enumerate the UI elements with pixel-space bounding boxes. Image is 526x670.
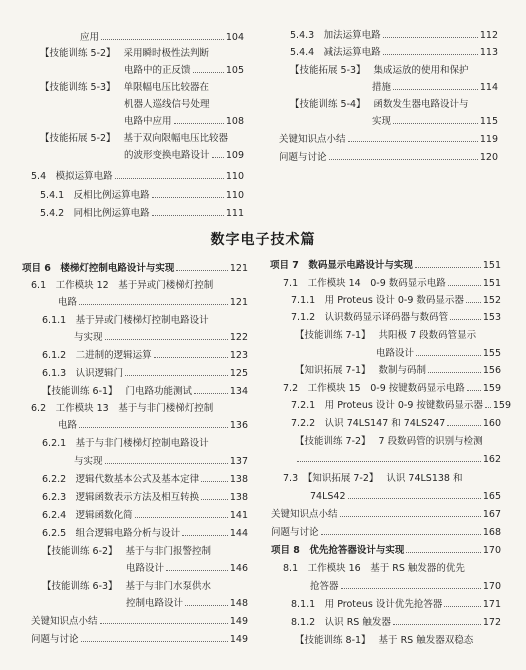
toc-entry: 6.2.1 基于与非门楼梯灯控制电路设计 xyxy=(42,438,209,449)
toc-entry: 7.2.2 认识 74LS147 和 74LS247 160 xyxy=(291,418,501,429)
toc-entry: 7.3 【知识拓展 7-2】 认识 74LS138 和 xyxy=(283,473,463,484)
toc-entry: 6.2.2 逻辑代数基本公式及基本定律 138 xyxy=(42,474,248,485)
toc-entry: 162 xyxy=(295,453,501,466)
toc-entry: 关键知识点小结 167 xyxy=(271,509,501,520)
toc-entry: 电路 121 xyxy=(58,297,248,308)
toc-entry: 问题与讨论 168 xyxy=(271,527,501,538)
toc-entry: 6.1.1 基于异或门楼梯灯控制电路设计 xyxy=(42,315,209,326)
toc-entry: 7.1.2 认识数码显示译码器与数码管 153 xyxy=(291,312,501,323)
toc-entry: 问题与讨论 120 xyxy=(279,152,498,163)
toc-entry: 6.1.2 二进制的逻辑运算 123 xyxy=(42,350,248,361)
toc-entry: 6.1.3 认识逻辑门 125 xyxy=(42,368,248,379)
toc-entry: 7.1 工作模块 14 0-9 数码显示电路 151 xyxy=(283,278,501,289)
toc-entry: 5.4 模拟运算电路 110 xyxy=(31,171,244,182)
toc-entry: 【技能拓展 5-2】 基于双向限幅电压比较器 xyxy=(40,133,229,144)
toc-entry: 【技能训练 5-2】 采用瞬时极性法判断 xyxy=(40,48,210,59)
toc-entry: 【技能训练 5-4】 函数发生器电路设计与 xyxy=(290,99,469,110)
toc-entry: 【技能训练 5-3】 单限幅电压比较器在 xyxy=(40,82,210,93)
toc-entry: 7.1.1 用 Proteus 设计 0-9 数码显示器 152 xyxy=(291,295,501,306)
toc-entry: 控制电路设计 148 xyxy=(126,598,248,609)
toc-entry: 关键知识点小结 119 xyxy=(279,134,498,145)
toc-entry: 7.2.1 用 Proteus 设计 0-9 按键数码显示器 159 xyxy=(291,400,512,411)
toc-entry: 与实现 137 xyxy=(74,456,248,467)
toc-entry: 电路设计 155 xyxy=(376,348,501,359)
toc-entry: 【技能训练 7-2】 7 段数码管的识别与检测 xyxy=(295,436,483,447)
toc-entry: 5.4.2 同相比例运算电路 111 xyxy=(40,208,244,219)
toc-entry: 【技能训练 6-2】 基于与非门报警控制 xyxy=(42,546,212,557)
toc-entry: 抢答器 170 xyxy=(310,581,501,592)
toc-entry: 6.2.3 逻辑函数表示方法及相互转换 138 xyxy=(42,492,248,503)
toc-entry: 电路 136 xyxy=(58,420,248,431)
toc-entry: 应用 104 xyxy=(80,32,244,43)
toc-entry: 6.2.5 组合逻辑电路分析与设计 144 xyxy=(42,528,248,539)
toc-entry: 【技能训练 6-3】 基于与非门水泵供水 xyxy=(42,581,212,592)
toc-entry: 【技能训练 6-1】 门电路功能测试 134 xyxy=(42,386,248,397)
toc-entry: 问题与讨论 149 xyxy=(31,634,248,645)
toc-entry: 5.4.4 减法运算电路 113 xyxy=(290,47,498,58)
toc-entry: 74LS42 165 xyxy=(310,491,501,502)
toc-entry: 项目 7 数码显示电路设计与实现 151 xyxy=(270,260,501,271)
toc-entry: 电路中应用 108 xyxy=(124,116,244,127)
toc-entry: 与实现 122 xyxy=(74,332,248,343)
toc-entry: 8.1.2 认识 RS 触发器 172 xyxy=(291,617,501,628)
toc-entry: 6.2.4 逻辑函数化简 141 xyxy=(42,510,248,521)
toc-entry: 8.1 工作模块 16 基于 RS 触发器的优先 xyxy=(283,563,465,574)
toc-entry: 【知识拓展 7-1】 数制与码制 156 xyxy=(295,365,501,376)
toc-entry: 关键知识点小结 149 xyxy=(31,616,248,627)
toc-entry: 6.1 工作模块 12 基于异或门楼梯灯控制 xyxy=(31,280,214,291)
toc-entry: 电路中的正反馈 105 xyxy=(124,65,244,76)
toc-entry: 5.4.3 加法运算电路 112 xyxy=(290,30,498,41)
toc-entry: 措施 114 xyxy=(372,82,498,93)
toc-entry: 机器人巡线信号处理 xyxy=(124,99,210,110)
toc-entry: 项目 6 楼梯灯控制电路设计与实现 121 xyxy=(22,263,248,274)
toc-entry: 5.4.1 反相比例运算电路 110 xyxy=(40,190,244,201)
toc-entry: 【技能训练 7-1】 共阳极 7 段数码管显示 xyxy=(295,330,477,341)
toc-entry: 实现 115 xyxy=(372,116,498,127)
toc-entry: 6.2 工作模块 13 基于与非门楼梯灯控制 xyxy=(31,403,214,414)
toc-entry: 电路设计 146 xyxy=(126,563,248,574)
toc-entry: 的波形变换电路设计 109 xyxy=(124,150,244,161)
toc-entry: 项目 8 优先抢答器设计与实现 170 xyxy=(271,545,501,556)
toc-entry: 【技能拓展 5-3】 集成运放的使用和保护 xyxy=(290,65,469,76)
toc-entry: 【技能训练 8-1】 基于 RS 触发器双稳态 xyxy=(295,635,474,646)
toc-entry: 8.1.1 用 Proteus 设计优先抢答器 171 xyxy=(291,599,501,610)
toc-entry: 7.2 工作模块 15 0-9 按键数码显示电路 159 xyxy=(283,383,501,394)
section-title: 数字电子技术篇 xyxy=(210,232,316,248)
